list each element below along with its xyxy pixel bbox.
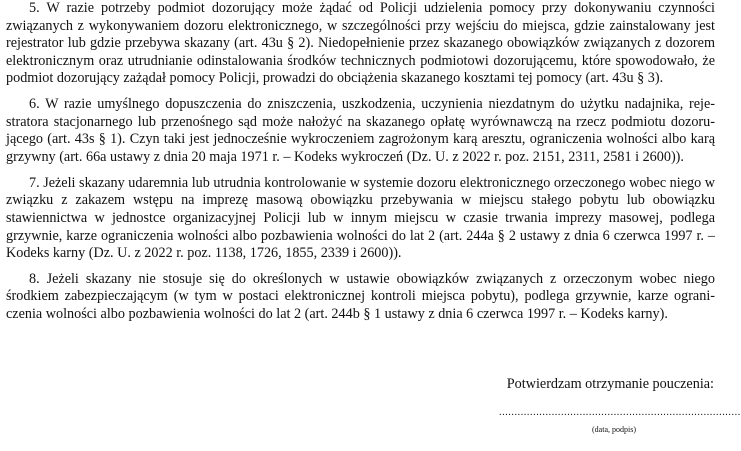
signature-line: .............................................................................. (499, 407, 741, 418)
paragraph-5: 5. W razie potrzeby podmiot dozorujący może żądać od Policji udzielenia pomocy przy dokonywaniu czynności związanych z wykonywaniem dozoru elektronicznego, w szczególności przy wejściu do miejsca, gdzie zainstalowany jest rejestrator lub gdzie przebywa skazany (art. 43u § 2). Niedopełnienie przez skazanego obowiązków związanych z dozorem elektronicznym oraz utrudnianie odinstalowania środków technicznych podmiotowi dozorującemu, które spowodowało, że podmiot dozorujący zażądał pomocy Policji, prowadzi do obciążenia skazanego kosztami tej pomocy (art. 43u § 3). (6, 0, 715, 87)
signature-caption: (data, podpis) (592, 425, 636, 434)
paragraph-6: 6. W razie umyślnego dopuszczenia do zniszczenia, uszkodzenia, uczynienia niezdatnym do użytku nadajnika, rejestratora stacjonarnego lub przenośnego sąd może nałożyć na skazanego opłatę wyrównawczą na rzecz podmiotu dozorującego (art. 43s § 1). Czyn taki jest jednocześnie wykroczeniem zagrożonym karą aresztu, ograniczenia wolności albo karą grzywny (art. 66a ustawy z dnia 20 maja 1971 r. – Kodeks wykroczeń (Dz. U. z 2022 r. poz. 2151, 2311, 2581 i 2600)). (6, 96, 715, 165)
paragraph-8: 8. Jeżeli skazany nie stosuje się do określonych w ustawie obowiązków związanych z orzeczonym wobec niego środkiem zabezpieczającym (w tym w postaci elektronicznej kontroli miejsca pobytu), podlega grzywnie, karze ograniczenia wolności albo pozbawienia wolności do lat 2 (art. 244b § 1 ustawy z dnia 6 czerwca 1997 r. – Kodeks karny). (6, 270, 715, 323)
paragraph-7: 7. Jeżeli skazany udaremnia lub utrudnia kontrolowanie w systemie dozoru elektronicznego orzeczonego wobec niego w związku z zakazem wstępu na imprezę masową obowiązku przebywania w miejscu stałego pobytu lub obowiązku stawiennictwa w jednostce organizacyjnej Policji lub w innym miejscu w czasie trwania imprezy masowej, podlega grzywnie, karze ograniczenia wolności albo pozbawienia wolności do lat 2 (art. 244a § 2 ustawy z dnia 6 czerwca 1997 r. – Kodeks karny (Dz. U. z 2022 r. poz. 1138, 1726, 1855, 2339 i 2600)). (6, 174, 715, 262)
document-body (6, 0, 715, 324)
confirmation-text: Potwierdzam otrzymanie pouczenia: (506, 376, 714, 392)
